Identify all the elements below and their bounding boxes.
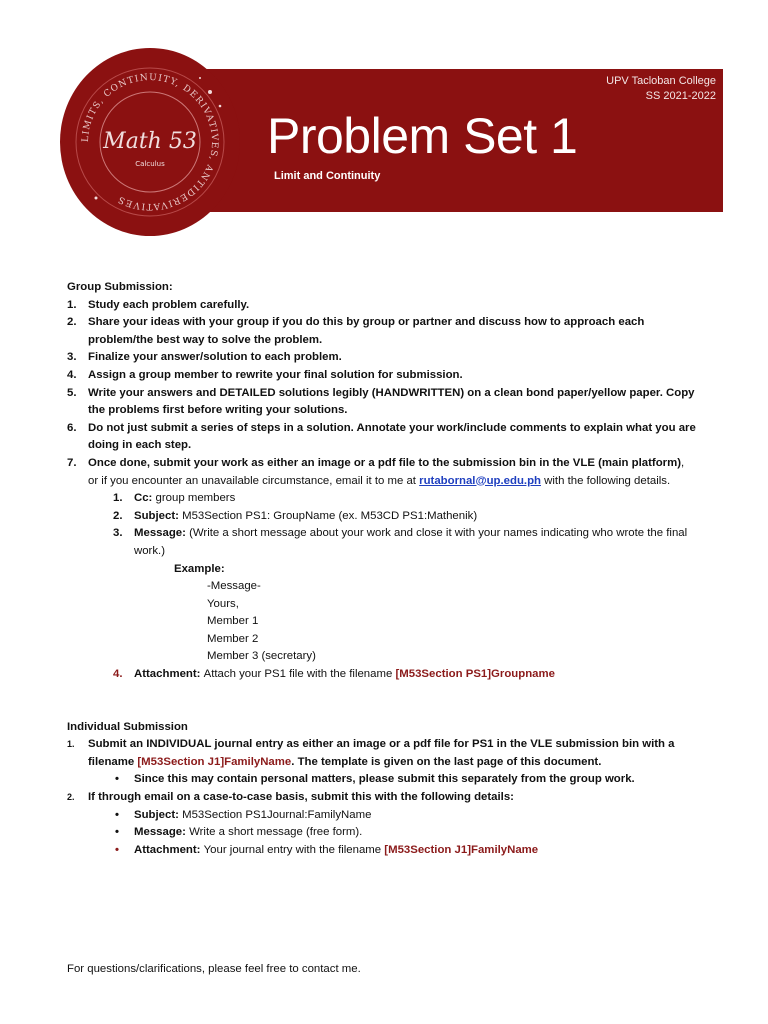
journal-filename: [M53Section J1]FamilyName (137, 755, 292, 768)
example-line: Member 3 (secretary) (207, 650, 316, 663)
emblem-sparkle (95, 197, 98, 200)
journal-attach-filename: [M53Section J1]FamilyName (384, 843, 539, 856)
group-filename: [M53Section PS1]Groupname (395, 668, 555, 681)
college-name: UPV Tacloban College (606, 75, 716, 87)
course-emblem (60, 48, 240, 236)
document-body (67, 279, 697, 859)
page-subtitle: Limit and Continuity (274, 170, 381, 182)
detail-attachment: 4. Attachment: Attach your PS1 file with the filename [M53Section PS1]Groupname (113, 668, 555, 681)
page-title: Problem Set 1 (267, 108, 578, 164)
example-line: Yours, (207, 597, 239, 610)
group-item-7: 7. Once done, submit your work as either an image or a pdf file to the submission bin in the VLE (main platform), or if you encounter an unavailable circumstance, email it to me at rutabornal@up.edu.ph with the following details. (67, 456, 685, 487)
footer-note: For questions/clarifications, please feel free to contact me. (67, 963, 361, 975)
group-item-6: 6. Do not just submit a series of steps in a solution. Annotate your work/include comments to explain what you are doing in each step. (67, 421, 696, 452)
emblem-sub-text: Calculus (135, 160, 165, 168)
example-line: Member 2 (207, 632, 259, 645)
detail-cc: 1. Cc: group members (113, 492, 236, 505)
group-item-4: 4. Assign a group member to rewrite your final solution for submission. (67, 368, 463, 381)
example-label: Example: (174, 562, 225, 575)
group-item-2: 2. Share your ideas with your group if you do this by group or partner and discuss how to approach each problem/the best way to solve the problem. (67, 316, 645, 346)
individual-item-2: 2. If through email on a case-to-case basis, submit this with the following details: (67, 791, 514, 804)
example-line: Member 1 (207, 615, 259, 628)
emblem-logo-text: Math 53 (103, 129, 197, 154)
individual-attachment: • Attachment: Your journal entry with the filename [M53Section J1]FamilyName (115, 843, 539, 856)
emblem-graphic (60, 48, 240, 236)
emblem-ring-text: LIMITS, CONTINUITY, DERIVATIVES, ANTIDERIVATIVES (80, 72, 220, 212)
group-item-1: 1. Study each problem carefully. (67, 298, 250, 311)
emblem-sparkle (219, 105, 222, 108)
detail-message: 3. Message: (Write a short message about your work and close it with your names indicating who wrote the final work.) (113, 527, 688, 557)
emblem-sparkle (199, 77, 201, 79)
individual-subject: • Subject: M53Section PS1Journal:FamilyName (115, 808, 372, 821)
emblem-sparkle (208, 90, 212, 94)
individual-bullet: • Since this may contain personal matters, please submit this separately from the group work. (115, 773, 635, 786)
individual-message: • Message: Write a short message (free form). (115, 826, 363, 839)
group-submission-heading: Group Submission: (67, 281, 173, 293)
college-info (606, 74, 716, 104)
contact-email-link[interactable]: rutabornal@up.edu.ph (419, 474, 541, 487)
group-item-5: 5. Write your answers and DETAILED solutions legibly (HANDWRITTEN) on a clean bond paper/yellow paper. Copy the problems first before writing your solutions. (67, 386, 695, 417)
individual-submission-heading: Individual Submission (67, 720, 188, 733)
school-year: SS 2021-2022 (645, 90, 716, 102)
individual-item-1: 1. Submit an INDIVIDUAL journal entry as either an image or a pdf file for PS1 in the VLE submission bin with a filename [M53Section J1]FamilyName. The template is given on the last page of this document. (67, 738, 675, 768)
detail-subject: 2. Subject: M53Section PS1: GroupName (ex. M53CD PS1:Mathenik) (113, 509, 478, 522)
example-line: -Message- (207, 580, 261, 593)
group-item-3: 3. Finalize your answer/solution to each problem. (67, 351, 342, 364)
